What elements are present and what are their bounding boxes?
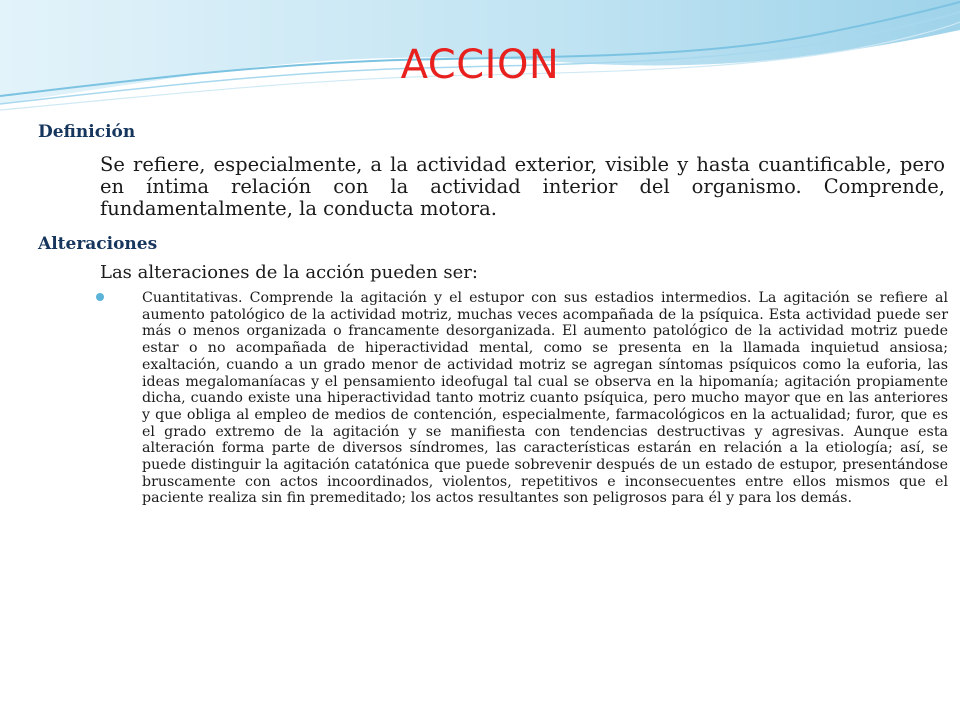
bullet-icon <box>96 293 104 301</box>
alterations-bullet-text: Cuantitativas. Comprende la agitación y el estupor con sus estadios intermedios. La agitación se refiere al aumento patológico de la actividad motriz, muchas veces acompañada de la psíquica. Esta actividad puede ser más o menos organizada o francamente desorganizada. El aumento patológico de la actividad motriz puede estar o no acompañada de hiperactividad mental, como se presenta en la llamada inquietud ansiosa; exaltación, cuando a un grado menor de actividad motriz se agregan síntomas psíquicos como la euforia, las ideas megalomaníacas y el pensamiento ideofugal tal cual se observa en la hipomanía; agitación propiamente dicha, cuando existe una hiperactividad tanto motriz cuanto psíquica, pero mucho mayor que en las anteriores y que obliga al empleo de medios de contención, especialmente, farmacológicos en la actualidad; furor, que es el grado extremo de la agitación y se manifiesta con tendencias destructivas y agresivas. Aunque esta alteración forma parte de diversos síndromes, las características estarán en relación a la etiología; así, se puede distinguir la agitación catatónica que puede sobrevenir después de un estado de estupor, presentándose bruscamente con actos incoordinados, violentos, repetitivos e inconsecuentes entre ellos mismos que el paciente realiza sin fin premeditado; los actos resultantes son peligrosos para él y para los demás. <box>142 290 948 507</box>
alterations-intro: Las alteraciones de la acción pueden ser: <box>100 262 478 283</box>
definition-heading: Definición <box>38 122 136 142</box>
slide-title: ACCION <box>400 42 560 88</box>
alterations-heading: Alteraciones <box>38 234 158 254</box>
definition-text: Se refiere, especialmente, a la actividad exterior, visible y hasta cuantificable, pero en íntima relación con la actividad interior del organismo. Comprende, fundamentalmente, la conducta motora. <box>100 153 945 220</box>
